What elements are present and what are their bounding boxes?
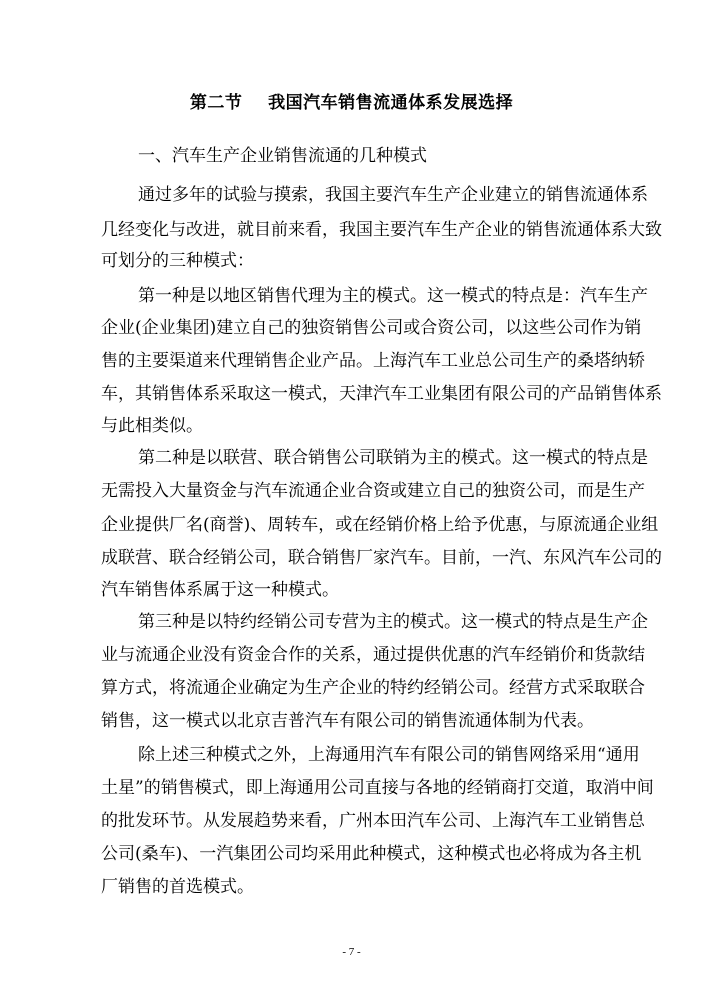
paragraph-1-line-1: 通过多年的试验与摸索，我国主要汽车生产企业建立的销售流通体系 (138, 185, 648, 205)
page-number: - 7 - (342, 946, 361, 958)
paragraph-5-line-4: 公司(桑车)、一汽集团公司均采用此种模式，这种模式也必将成为各主机 (101, 844, 642, 864)
paragraph-2-line-1: 第一种是以地区销售代理为主的模式。这一模式的特点是：汽车生产 (138, 286, 648, 306)
paragraph-3-line-4: 成联营、联合经销公司，联合销售厂家汽车。目前，一汽、东风汽车公司的 (101, 548, 662, 568)
paragraph-4-line-3: 算方式，将流通企业确定为生产企业的特约经销公司。经营方式采取联合 (101, 678, 645, 698)
paragraph-3-line-1: 第二种是以联营、联合销售公司联销为主的模式。这一模式的特点是 (138, 448, 648, 468)
paragraph-5-line-1: 除上述三种模式之外，上海通用汽车有限公司的销售网络采用“通用 (138, 745, 640, 765)
paragraph-2-line-3: 售的主要渠道来代理销售企业产品。上海汽车工业总公司生产的桑塔纳轿 (101, 351, 645, 371)
paragraph-2-line-5: 与此相类似。 (101, 416, 203, 436)
paragraph-3-line-5: 汽车销售体系属于这一种模式。 (101, 580, 339, 600)
paragraph-1-line-2: 几经变化与改进，就目前来看，我国主要汽车生产企业的销售流通体系大致 (101, 220, 662, 240)
paragraph-2-line-4: 车，其销售体系采取这一模式，天津汽车工业集团有限公司的产品销售体系 (101, 384, 662, 404)
paragraph-4-line-2: 业与流通企业没有资金合作的关系，通过提供优惠的汽车经销价和货款结 (101, 645, 645, 665)
paragraph-1-line-3: 可划分的三种模式： (101, 251, 254, 271)
paragraph-4-line-1: 第三种是以特约经销公司专营为主的模式。这一模式的特点是生产企 (138, 612, 648, 632)
paragraph-5-line-3: 的批发环节。从发展趋势来看，广州本田汽车公司、上海汽车工业销售总 (101, 811, 645, 831)
paragraph-2-line-2: 企业(企业集团)建立自己的独资销售公司或合资公司，以这些公司作为销 (101, 318, 642, 338)
section-title: 第二节 我国汽车销售流通体系发展选择 (189, 93, 514, 113)
paragraph-5-line-2: 土星”的销售模式，即上海通用公司直接与各地的经销商打交道，取消中间 (101, 778, 654, 798)
paragraph-3-line-2: 无需投入大量资金与汽车流通企业合资或建立自己的独资公司，而是生产 (101, 481, 645, 501)
paragraph-3-line-3: 企业提供厂名(商誉)、周转车，或在经销价格上给予优惠，与原流通企业组 (101, 515, 659, 535)
subsection-heading: 一、汽车生产企业销售流通的几种模式 (138, 146, 427, 166)
paragraph-4-line-4: 销售，这一模式以北京吉普汽车有限公司的销售流通体制为代表。 (101, 711, 594, 731)
paragraph-5-line-5: 厂销售的首选模式。 (101, 877, 254, 897)
